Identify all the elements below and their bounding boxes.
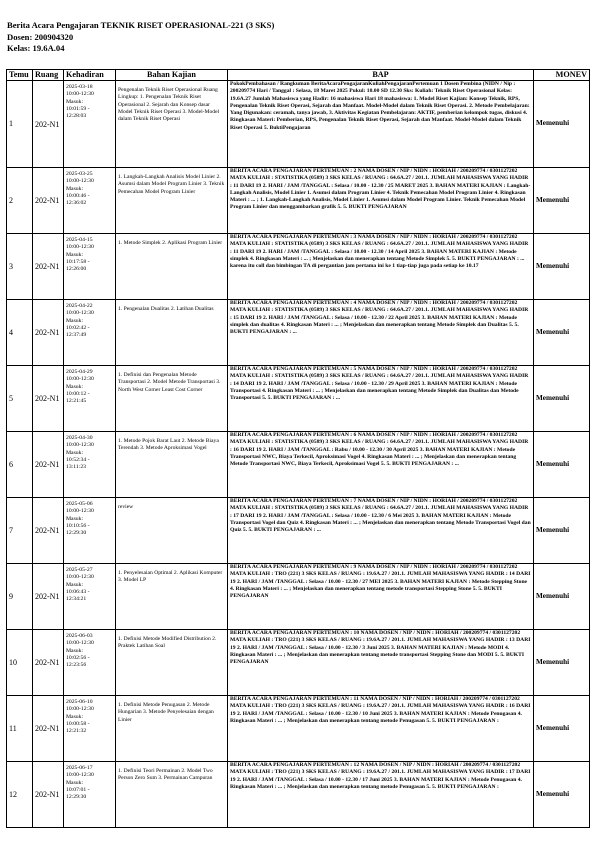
- cell-bahan-kajian: 1. Pengenalan Dualitas 2. Latihan Dualitas: [116, 300, 228, 366]
- kehadiran-keluar-time: 12:21:45: [66, 398, 87, 405]
- cell-bahan-kajian: 1. Definisi dan Pengenalan Metode Transportasi 2. Model Metode Transportasi 3. North West Corner Least Cost Corner: [116, 366, 228, 432]
- kehadiran-masuk-label: Masuk:: [66, 647, 84, 654]
- table-row: [7, 234, 590, 300]
- table-header-row: [7, 70, 590, 81]
- kehadiran-masuk-time: 10:00:12 -: [66, 390, 90, 397]
- kehadiran-date: 2025-04-15: [66, 237, 93, 243]
- cell-monev: Memenuhi: [534, 234, 590, 300]
- cell-bahan-kajian: 1. Definisi Metode Modified Distribution 2. Praktek Latihan Soal: [116, 630, 228, 696]
- cell-monev: Memenuhi: [534, 168, 590, 234]
- cell-monev: Memenuhi: [534, 696, 590, 762]
- cell-bap: BERITA ACARA PENGAJARAN PERTEMUAN : 10 NAMA DOSEN / NIP / NIDN : HORIAH / 200209774 / 0301127202 MATA KULIAH : TRO (221) 3 SKS KELAS / RUANG : 19.6A.27 / 201.1. JUMLAH MAHASISWA YANG HADIR : 13 DARI 19 2. HARI / JAM /TANGGAL : Selasa / 10.00 - 12.30 / 3 Juni 2025 3. BAHAN MATERI KAJIAN : Metode MODI 4. Ringkasan Materi : ... ; Menjelaskan dan menerapkan tentang metode transportasi Stepping Stone dan MODI 5. 5. BUKTI PENGAJARAN: [228, 630, 534, 696]
- cell-bap: BERITA ACARA PENGAJARAN PERTEMUAN : 9 NAMA DOSEN / NIP / NIDN : HORIAH / 200209774 / 0301127202 MATA KULIAH : TRO (221) 3 SKS KELAS / RUANG : 19.6A.27 / 201.1. JUMLAH MAHASISWA YANG HADIR : 14 DARI 19 2. HARI / JAM /TANGGAL : Selasa / 10.00 - 12.30 / 27 MEI 2025 3. BAHAN MATERI KAJIAN : Metode Stepping Stone 4. Ringkasan Materi : ... ; Menjelaskan dan menerapkan tentang metode transportasi Stepping Stone 5. 5. BUKTI PENGAJARAN: [228, 564, 534, 630]
- kehadiran-schedule: 10:00-12:30: [66, 640, 94, 647]
- cell-bahan-kajian: 1. Penyelesaian Optimal 2. Aplikasi Komputer 3. Model LP: [116, 564, 228, 630]
- cell-temu: 12: [7, 762, 33, 828]
- cell-bap: BERITA ACARA PENGAJARAN PERTEMUAN : 6 NAMA DOSEN / NIP / NIDN : HORIAH / 200209774 / 0301127202 MATA KULIAH : STATISTIKA (0589) 3 SKS KELAS / RUANG : 64.6A.27 / 201.1. JUMLAH MAHASISWA YANG HADIR : 16 DARI 19 2. HARI / JAM /TANGGAL : Rabu / 10.00 - 12.30 / 30 April 2025 3. BAHAN MATERI KAJIAN : Metode Transportasi NWC, Biaya Terkecil, Aproksimasi Vogel 4. Ringkasan Materi : ... ; Menjelaskan dan menerapkan tentang Metode Transportasi NWC, Biaya Terkecil, Aproksimasi Vogel 5. 5. BUKTI PENGAJARAN : ...: [228, 432, 534, 498]
- cell-kehadiran: [64, 630, 116, 696]
- col-header-monev: MONEV: [534, 70, 590, 81]
- cell-bap: BERITA ACARA PENGAJARAN PERTEMUAN : 7 NAMA DOSEN / NIP / NIDN : HORIAH / 200209774 / 0301127202 MATA KULIAH : STATISTIKA (0589) 3 SKS KELAS / RUANG : 64.6A.27 / 201.1. JUMLAH MAHASISWA YANG HADIR : 17 DARI 19 2. HARI / JAM /TANGGAL : Selasa / 10.00 - 12.30 / 6 Mei 2025 3. BAHAN MATERI KAJIAN : Metode Transportasi Vogel dan Quiz 4. Ringkasan Materi : ... ; Menjelaskan dan menerapkan tentang Metode Transportasi Vogel dan Quiz 5. 5. BUKTI PENGAJARAN : ...: [228, 498, 534, 564]
- kehadiran-keluar-time: 12:26:00: [66, 266, 87, 273]
- kehadiran-keluar-time: 13:11:23: [66, 464, 87, 471]
- kehadiran-date: 2025-04-22: [66, 303, 93, 309]
- kehadiran-date: 2025-05-27: [66, 567, 93, 573]
- kehadiran-keluar-time: 12:21:32: [66, 728, 87, 735]
- kehadiran-schedule: 10:00-12:30: [66, 244, 94, 251]
- kehadiran-masuk-label: Masuk:: [66, 383, 84, 390]
- kehadiran-masuk-time: 10:02:42 -: [66, 324, 90, 331]
- kehadiran-keluar-time: 12:29:30: [66, 530, 87, 537]
- class-code: Kelas: 19.6A.04: [7, 43, 65, 53]
- cell-ruang: 202-N1: [33, 81, 64, 168]
- kehadiran-keluar-time: 12:34:21: [66, 596, 87, 603]
- cell-monev: Memenuhi: [534, 564, 590, 630]
- cell-monev: Memenuhi: [534, 630, 590, 696]
- kehadiran-masuk-label: Masuk:: [66, 581, 84, 588]
- cell-ruang: 202-N1: [33, 630, 64, 696]
- cell-monev: Memenuhi: [534, 432, 590, 498]
- cell-bap: PokokPembahasan / Rangkuman BeritaAcaraPengajaranKuliahPengajaranPertemuan 1 Dosen Pembina (NIDN / Nip : 200209774 Hari / Tanggal : Selasa, 18 Maret 2025 Pukul: 10.00 SD 12.30 Sks: Kuliah: Teknik Riset Operasional Kelas: 19.6A.27 Jumlah Mahasiswa yang Hadir: 16 mahasiswa Hari 18 mahasiswa: 1. Model Riset Kajian: Konsep Teknik, RPS, Pengenalan Teknik Riset Operasi, Sejarah dan Manfaat. Model-Model dalam Teknik Riset Operasi. 2. Metode Pembelajaran: Yang Digunakan: ceramah, tanya jawab, 3. Aktivitas Kegiatan Pembelajaran: AKTIF, pemberian kelompok tugas, diskusi 4. Ringkasan Materi: Pemberian, RPS, Pengenalan Teknik Riset Operasi, Sejarah dan Manfaat. Model-Model dalam Teknik Riset Operasi 5. BuktiPengajaran: [228, 81, 534, 168]
- kehadiran-masuk-time: 10:10:56 -: [66, 522, 90, 529]
- table-row: [7, 366, 590, 432]
- document-title: Berita Acara Pengajaran TEKNIK RISET OPERASIONAL-221 (3 SKS): [7, 20, 275, 30]
- kehadiran-date: 2025-06-03: [66, 633, 93, 639]
- lecturer-id: Dosen: 200904320: [7, 31, 74, 42]
- col-header-bap: BAP: [228, 70, 534, 81]
- col-header-bahan-kajian: Bahan Kajian: [116, 70, 228, 81]
- kehadiran-masuk-time: 10:17:58 -: [66, 258, 90, 265]
- kehadiran-date: 2025-03-18: [66, 84, 93, 90]
- table-row: [7, 498, 590, 564]
- kehadiran-keluar-time: 12:37:49: [66, 332, 87, 339]
- cell-temu: 2: [7, 168, 33, 234]
- cell-bahan-kajian: review: [116, 498, 228, 564]
- kehadiran-date: 2025-03-25: [66, 171, 93, 177]
- cell-monev: Memenuhi: [534, 366, 590, 432]
- kehadiran-date: 2025-06-17: [66, 765, 93, 771]
- cell-ruang: 202-N1: [33, 168, 64, 234]
- cell-bap: BERITA ACARA PENGAJARAN PERTEMUAN : 3 NAMA DOSEN / NIP / NIDN : HORIAH / 200209774 / 0301127202 MATA KULIAH : STATISTIKA (0589) 3 SKS KELAS / RUANG : 64.6A.27 / 201.1. JUMLAH MAHASISWA YANG HADIR : 11 DARI 19 2. HARI / JAM /TANGGAL : Selasa / 10.00 - 12.30 / 14 April 2025 3. BAHAN MATERI KAJIAN : Metode simplek 4. Ringkasan Materi : ... ; Menjelaskan dan menerapkan tentang Metode Simplek 5. 5. BUKTI PENGAJARAN : ... karena itu coll dan bimbingan TA di pergantian jam pertama ini ke 1 tiap-tiap juga pada setiap ke 10.17: [228, 234, 534, 300]
- kehadiran-keluar-time: 12:29:30: [66, 794, 87, 801]
- cell-kehadiran: [64, 564, 116, 630]
- col-header-ruang: Ruang: [33, 70, 64, 81]
- cell-ruang: 202-N1: [33, 696, 64, 762]
- kehadiran-keluar-time: 12:23:56: [66, 662, 87, 669]
- kehadiran-masuk-time: 10:02:56 -: [66, 654, 90, 661]
- cell-monev: Memenuhi: [534, 300, 590, 366]
- cell-bahan-kajian: 1. Definisi Metode Penugasan 2. Metode Hungarian 3. Metode Penyelesaian dengan Linier: [116, 696, 228, 762]
- cell-kehadiran: [64, 300, 116, 366]
- kehadiran-schedule: 10:00-12:30: [66, 442, 94, 449]
- kehadiran-date: 2025-06-10: [66, 699, 93, 705]
- kehadiran-schedule: 10:00-12:30: [66, 772, 94, 779]
- cell-kehadiran: [64, 81, 116, 168]
- kehadiran-masuk-time: 10:01:59 -: [66, 105, 90, 112]
- cell-temu: 11: [7, 696, 33, 762]
- table-row: [7, 168, 590, 234]
- cell-temu: 4: [7, 300, 33, 366]
- cell-ruang: 202-N1: [33, 564, 64, 630]
- cell-kehadiran: [64, 696, 116, 762]
- cell-bap: BERITA ACARA PENGAJARAN PERTEMUAN : 2 NAMA DOSEN / NIP / NIDN : HORIAH / 200209774 / 0301127202 MATA KULIAH : STATISTIKA (0589) 3 SKS KELAS / RUANG : 64.6A.27 / 201.1. JUMLAH MAHASISWA YANG HADIR : 11 DARI 19 2. HARI / JAM /TANGGAL : Selasa / 10.00 - 12.30 / 25 MARET 2025 3. BAHAN MATERI KAJIAN : Langkah-Langkah Analisis, Model Linier 1. Asumsi dalam Program Linier 4. Teknik Pemecahan Model Program Linier 4. Ringkasan Materi : ... ; 1. Langkah-Langkah Analisis, Model Linier 1. Asumsi dalam Model Program Linier. Teknik Pemecahan Model Program Linier dan menggambarkan grafik 5. 5. BUKTI PENGAJARAN: [228, 168, 534, 234]
- kehadiran-masuk-label: Masuk:: [66, 515, 84, 522]
- kehadiran-masuk-label: Masuk:: [66, 713, 84, 720]
- cell-kehadiran: [64, 168, 116, 234]
- cell-monev: Memenuhi: [534, 498, 590, 564]
- cell-ruang: 202-N1: [33, 366, 64, 432]
- table-row: [7, 696, 590, 762]
- cell-ruang: 202-N1: [33, 300, 64, 366]
- cell-ruang: 202-N1: [33, 432, 64, 498]
- kehadiran-schedule: 10:00-12:30: [66, 706, 94, 713]
- cell-monev: Memenuhi: [534, 81, 590, 168]
- kehadiran-masuk-label: Masuk:: [66, 251, 84, 258]
- cell-temu: 6: [7, 432, 33, 498]
- cell-bahan-kajian: Pengenalan Teknik Riset Operasional Ruang Lingkup: 1. Pengenalan Teknik Riset Operasional 2. Sejarah dan Konsep dasar Model Teknik Riset Operasi 3. Model-Model dalam Teknik Riset Operasi: [116, 81, 228, 168]
- kehadiran-masuk-label: Masuk:: [66, 779, 84, 786]
- kehadiran-keluar-time: 12:36:02: [66, 200, 87, 207]
- cell-bap: BERITA ACARA PENGAJARAN PERTEMUAN : 11 NAMA DOSEN / NIP / NIDN : HORIAH / 200209774 / 0301127202 MATA KULIAH : TRO (221) 3 SKS KELAS / RUANG : 19.6A.27 / 201.1. JUMLAH MAHASISWA YANG HADIR : 16 DARI 19 2. HARI / JAM /TANGGAL : Selasa / 10.00 - 12.30 / 10 Juni 2025 3. BAHAN MATERI KAJIAN : Metode Penugasan 4. Ringkasan Materi : ... ; Menjelaskan dan menerapkan tentang metode Penugasan 5. 5. BUKTI PENGAJARAN :: [228, 696, 534, 762]
- cell-bahan-kajian: 1. Langkah-Langkah Analisis Model Linier 2. Asumsi dalam Model Program Linier 3. Teknik Pemecahan Model Program Linier: [116, 168, 228, 234]
- cell-kehadiran: [64, 498, 116, 564]
- kehadiran-masuk-label: Masuk:: [66, 317, 84, 324]
- kehadiran-masuk-time: 10:00:58 -: [66, 720, 90, 727]
- table-row: [7, 300, 590, 366]
- kehadiran-schedule: 10:00-12:30: [66, 508, 94, 515]
- kehadiran-masuk-label: Masuk:: [66, 98, 84, 105]
- cell-bap: BERITA ACARA PENGAJARAN PERTEMUAN : 4 NAMA DOSEN / NIP / NIDN : HORIAH / 200209774 / 0301127202 MATA KULIAH : STATISTIKA (0589) 3 SKS KELAS / RUANG : 64.6A.27 / 201.1. JUMLAH MAHASISWA YANG HADIR : 15 DARI 19 2. HARI / JAM /TANGGAL : Selasa / 10.00 - 12.30 / 22 April 2025 3. BAHAN MATERI KAJIAN : Metode simplek dan dualitas 4. Ringkasan Materi : ... ; Menjelaskan dan menerapkan tentang Metode Simplek dan Dualitas 5. 5. BUKTI PENGAJARAN : ...: [228, 300, 534, 366]
- cell-kehadiran: [64, 762, 116, 828]
- cell-bahan-kajian: 1. Definisi Teori Permainan 2. Model Two Person Zero Sum 3. Permainan Campuran: [116, 762, 228, 828]
- cell-temu: 1: [7, 81, 33, 168]
- cell-ruang: 202-N1: [33, 234, 64, 300]
- cell-monev: Memenuhi: [534, 762, 590, 828]
- cell-kehadiran: [64, 432, 116, 498]
- cell-bap: BERITA ACARA PENGAJARAN PERTEMUAN : 5 NAMA DOSEN / NIP / NIDN : HORIAH / 200209774 / 0301127202 MATA KULIAH : STATISTIKA (0589) 3 SKS KELAS / RUANG : 64.6A.27 / 201.1. JUMLAH MAHASISWA YANG HADIR : 14 DARI 19 2. HARI / JAM /TANGGAL : Selasa / 10.00 - 12.30 / 29 April 2025 3. BAHAN MATERI KAJIAN : Metode Transportasi 4. Ringkasan Materi : ... ; Menjelaskan dan menerapkan tentang Metode Simplek dan Dualitas dan Metode Transportasi 5. 5. BUKTI PENGAJARAN : ...: [228, 366, 534, 432]
- cell-kehadiran: [64, 234, 116, 300]
- cell-bahan-kajian: 1. Metode Pojok Barat Laut 2. Metode Biaya Terendah 3. Metode Aproksimasi Vogel: [116, 432, 228, 498]
- kehadiran-masuk-label: Masuk:: [66, 185, 84, 192]
- table-row: [7, 630, 590, 696]
- cell-temu: 9: [7, 564, 33, 630]
- kehadiran-masuk-time: 10:06:43 -: [66, 588, 90, 595]
- document-header: [7, 20, 274, 55]
- cell-bap: BERITA ACARA PENGAJARAN PERTEMUAN : 12 NAMA DOSEN / NIP / NIDN : HORIAH / 200209774 / 0301127202 MATA KULIAH : TRO (221) 3 SKS KELAS / RUANG : 19.6A.27 / 201.1. JUMLAH MAHASISWA YANG HADIR : 17 DARI 19 2. HARI / JAM /TANGGAL : Selasa / 10.00 - 12.30 / 17 Juni 2025 3. BAHAN MATERI KAJIAN : Metode Penugasan 4. Ringkasan Materi : ... ; Menjelaskan dan menerapkan tentang metode Penugasan 5. 5. BUKTI PENGAJARAN :: [228, 762, 534, 828]
- kehadiran-keluar-time: 12:28:03: [66, 113, 87, 120]
- kehadiran-masuk-time: 10:07:01 -: [66, 786, 90, 793]
- kehadiran-date: 2025-04-29: [66, 369, 93, 375]
- kehadiran-schedule: 10:00-12:30: [66, 310, 94, 317]
- kehadiran-schedule: 10:00-12:30: [66, 178, 94, 185]
- attendance-table: [6, 69, 590, 828]
- cell-temu: 7: [7, 498, 33, 564]
- cell-temu: 10: [7, 630, 33, 696]
- cell-kehadiran: [64, 366, 116, 432]
- kehadiran-masuk-time: 10:00:46 -: [66, 192, 90, 199]
- cell-temu: 3: [7, 234, 33, 300]
- cell-temu: 5: [7, 366, 33, 432]
- kehadiran-date: 2025-05-06: [66, 501, 93, 507]
- col-header-kehadiran: Kehadiran: [64, 70, 116, 81]
- kehadiran-schedule: 10:00-12:30: [66, 91, 94, 98]
- cell-ruang: 202-N1: [33, 498, 64, 564]
- table-row: [7, 564, 590, 630]
- table-row: [7, 81, 590, 168]
- cell-ruang: 202-N1: [33, 762, 64, 828]
- kehadiran-masuk-time: 10:52:34 -: [66, 456, 90, 463]
- kehadiran-schedule: 10:00-12:30: [66, 376, 94, 383]
- col-header-temu: Temu: [7, 70, 33, 81]
- kehadiran-schedule: 10:00-12:30: [66, 574, 94, 581]
- table-row: [7, 762, 590, 828]
- kehadiran-date: 2025-04-30: [66, 435, 93, 441]
- cell-bahan-kajian: 1. Metode Simplek 2. Aplikasi Program Linier: [116, 234, 228, 300]
- table-row: [7, 432, 590, 498]
- kehadiran-masuk-label: Masuk:: [66, 449, 84, 456]
